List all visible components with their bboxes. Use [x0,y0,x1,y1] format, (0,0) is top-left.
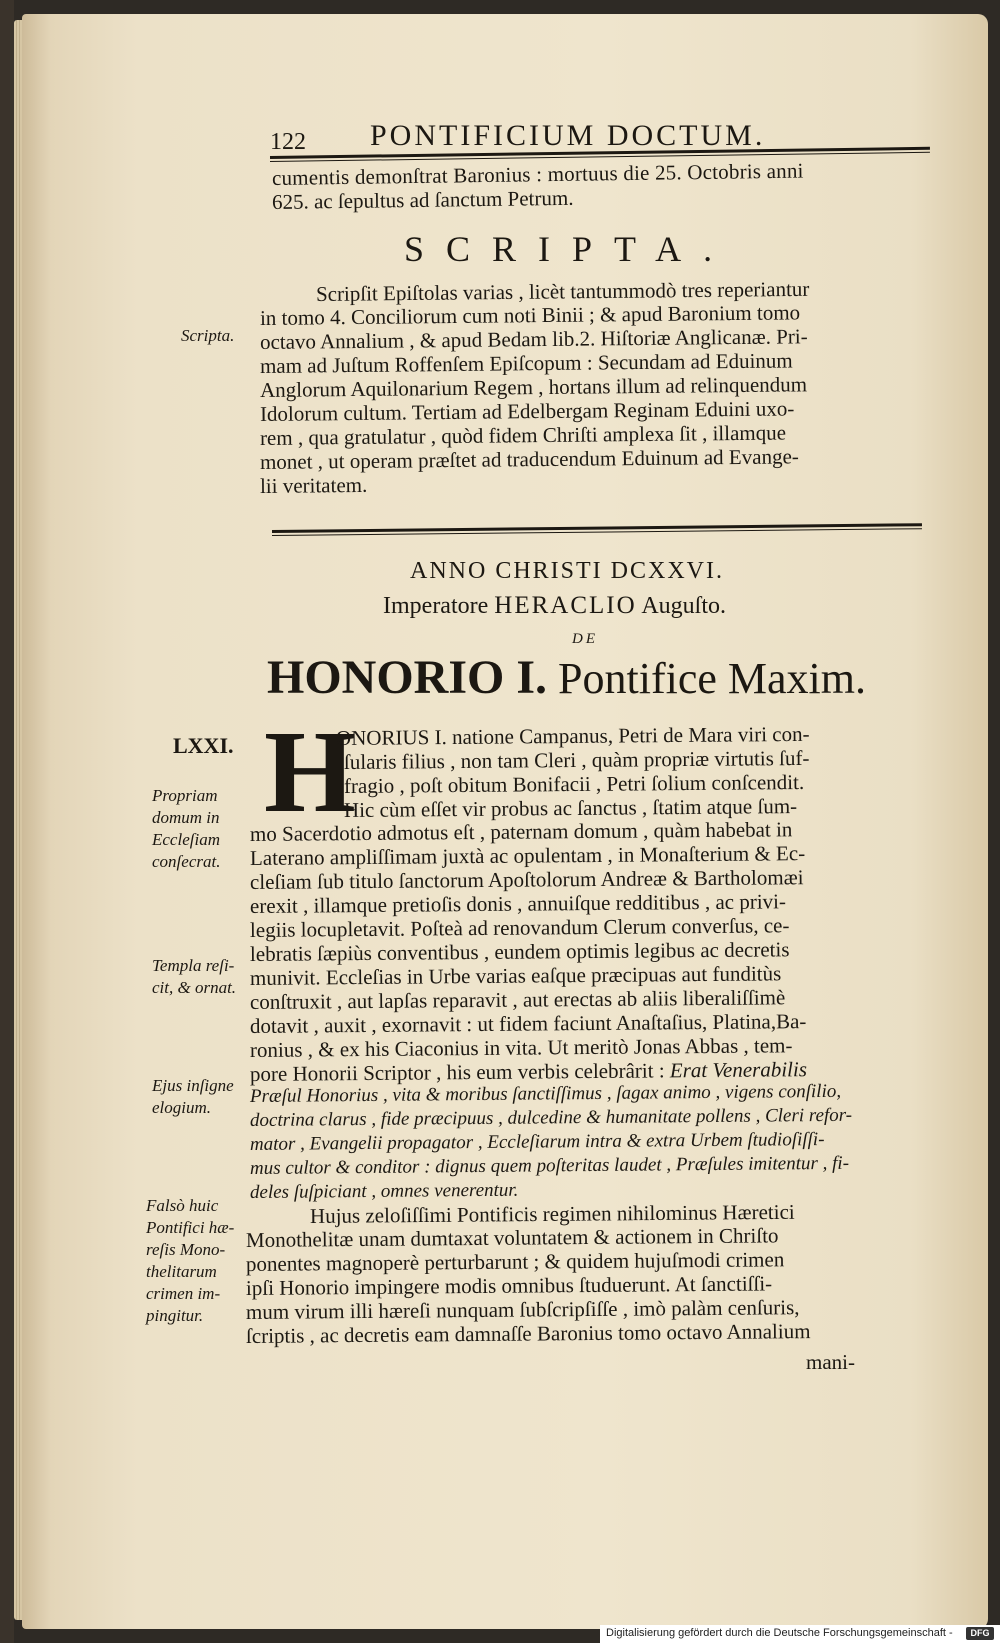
scripta-line: monet , ut operam præſtet ad traducendum Eduinum ad Evange- [259,444,799,474]
intro-line: cumentis demonſtrat Baronius : mortuus die 25. Octobris anni [271,158,804,190]
page-number: 122 [270,129,306,155]
catchword: mani- [806,1350,855,1374]
scripta-line: Scripſit Epiſtolas varias , licèt tantummodò tres reperiantur [315,276,810,306]
quote-line [250,1081,841,1108]
chapter-line: fragio , poſt obitum Bonifacii , Petri ſolium conſcendit. [343,769,805,798]
imperatore-line [383,592,726,620]
chapter-line: mo Sacerdotio admotus eſt , paternam domum , quàm habebat in [249,817,793,846]
chapter-line: legiis locupletavit. Poſteà ad renovandum Clerum converſus, ce- [249,913,790,942]
quote-line-text: Præſul Honorius , vita & moribus ſanctiſſimus , ſagax animo , vigens conſilio, [249,1080,842,1107]
scripta-line: lii veritatem. [259,472,368,498]
margin-note-falso: Falsò huic Pontifici hæ- reſis Mono- thelitarum crimen im- pingitur. [146,1196,235,1325]
de-label: DE [572,631,598,647]
quote-line [250,1153,849,1180]
quote-start: Erat Venerabilis [669,1057,808,1083]
quote-line-text: doctrina clarus , fide præcipuus , dulcedine & humanitate pollens , Cleri refor- [249,1104,853,1131]
final-line: ſcriptis , ac decretis eam damnaſſe Baronius tomo octavo Annalium [245,1319,811,1348]
margin-note-scripta: Scripta. [181,326,235,345]
chapter-line: lebratis ſæpiùs conventibus , eundem optimis legibus ac decretis [249,937,790,966]
chapter-line: Hic cùm eſſet vir probus ac ſanctus , ſtatim atque ſum- [343,794,798,822]
quote-line [250,1129,825,1156]
chapter-number: LXXI. [173,733,234,758]
final-line: mum virum illi hæreſi nunquam ſubſcripſiſſe , imò palàm cenſuris, [245,1295,800,1324]
scripta-heading: SCRIPTA. [404,229,735,269]
chapter-line: cleſiam ſub titulo ſanctorum Apoſtolorum Andreæ & Bartholomæi [249,865,804,894]
chapter-line-text: pore Honorii Scriptor , his eum verbis celebrârit : [249,1058,665,1086]
scripta-line: mam ad Juſtum Roffenſem Epiſcopum : Secundam ad Eduinum [259,348,793,378]
chapter-line: erexit , illamque pretioſis donis , annuiſque redditibus , ac privi- [249,889,787,918]
imperatore-suffix: Auguſto. [636,593,727,619]
anno-christi: ANNO CHRISTI DCXXVI. [410,558,724,584]
chapter-line: ONORIUS I. natione Campanus, Petri de Mara viri con- [335,721,810,750]
chapter-line: ronius , & ex his Ciaconius in vita. Ut meritò Jonas Abbas , tem- [249,1033,793,1062]
final-line: Monothelitæ unam dumtaxat voluntatem & actionem in Chriſto [245,1223,779,1252]
intro-line: 625. ac ſepultus ad ſanctum Petrum. [271,185,574,214]
scripta-line: rem , qua gratulatur , quòd fidem Chriſti amplexa ſit , illamque [259,420,787,450]
chapter-line: dotavit , auxit , exornavit : ut fidem faciunt Anaſtaſius, Platina,Ba- [249,1009,807,1038]
quote-line [250,1105,852,1132]
chapter-line: conſtruxit , aut lapſas reparavit , aut erectas ab aliis liberaliſſimè [249,985,786,1014]
imperatore-name: HERACLIO [494,592,637,619]
footer-credit: Digitalisierung gefördert durch die Deutsche Forschungsgemeinschaft - [606,1627,953,1639]
book-page [22,14,988,1629]
quote-line [250,1180,519,1204]
chapter-line: ſularis filius , non tam Cleri , quàm propriæ virtutis ſuf- [343,745,810,774]
running-title: PONTIFICIUM DOCTUM. [370,119,766,152]
chapter-line: Laterano ampliſſimam juxtà ac opulentam , in Monaſterium & Ec- [249,841,806,870]
scripta-line: octavo Annalium , & apud Bedam lib.2. Hiſtoriæ Anglicanæ. Pri- [259,324,808,354]
final-line: ipſi Honorio impingere modis omnibus ſtuduerunt. At ſanctiſſi- [245,1271,773,1300]
dropcap: H [264,706,356,837]
margin-note-propriam: Propriam domum in Eccleſiam conſecrat. [152,786,221,871]
margin-note-templa: Templa reſi- cit, & ornat. [152,956,237,997]
chapter-line: munivit. Eccleſias in Urbe varias eaſque præcipuas aut funditùs [249,961,782,990]
final-line: Hujus zeloſiſſimi Pontificis regimen nihilominus Hæretici [309,1199,795,1228]
imperatore-prefix: Imperatore [383,593,495,619]
quote-line-text: mator , Evangelii propagator , Eccleſiarum intra & extra Urbem ſtudioſiſſi- [249,1128,825,1155]
main-title-name: HONORIO I. [267,651,548,704]
final-line: ponentes magnoperè perturbarunt ; & quidem hujuſmodi crimen [245,1247,785,1276]
margin-note-elogium: Ejus inſigne elogium. [152,1076,234,1117]
scripta-line: Anglorum Aquilonarium Regem , hortans illum ad relinquendum [259,372,808,402]
main-title-rest: Pontifice Maxim. [547,654,866,703]
dfg-logo-icon: DFG [966,1627,994,1640]
quote-line-text: mus cultor & conditor : dignus quem poſteritas laudet , Præſules imitentur , fi- [249,1152,850,1179]
main-title [267,650,866,705]
quote-line-text: deles ſuſpiciant , omnes venerentur. [249,1179,519,1203]
book-spine [0,0,14,1643]
scripta-line: Idolorum cultum. Tertiam ad Edelbergam Reginam Eduini uxo- [259,396,795,426]
scripta-line: in tomo 4. Conciliorum cum noti Binii ; & apud Baronium tomo [259,300,801,330]
